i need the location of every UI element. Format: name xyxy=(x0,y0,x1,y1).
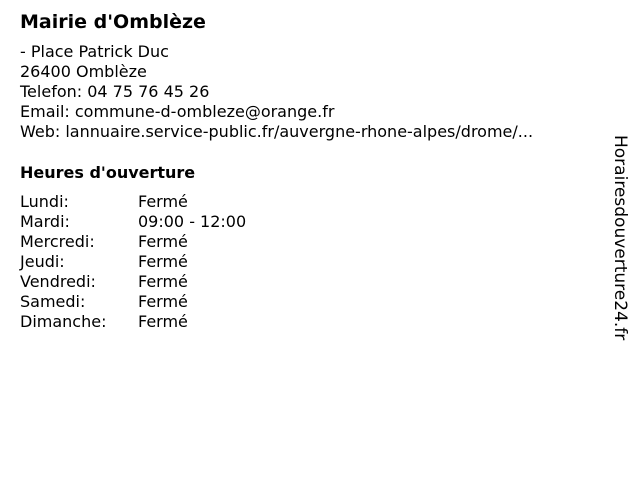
day-label: Jeudi: xyxy=(20,252,65,271)
business-title: Mairie d'Omblèze xyxy=(20,11,206,33)
day-hours: Fermé xyxy=(138,252,188,271)
day-hours: Fermé xyxy=(138,232,188,251)
day-label: Lundi: xyxy=(20,192,69,211)
day-label: Samedi: xyxy=(20,292,86,311)
hours-row-wednesday xyxy=(20,232,600,252)
hours-row-saturday xyxy=(20,292,600,312)
day-hours: Fermé xyxy=(138,312,188,331)
day-hours: Fermé xyxy=(138,192,188,211)
city-line: 26400 Omblèze xyxy=(20,62,147,81)
day-label: Mardi: xyxy=(20,212,70,231)
site-watermark xyxy=(600,135,640,385)
day-label: Dimanche: xyxy=(20,312,107,331)
web-line[interactable]: Web: lannuaire.service-public.fr/auvergne-rhone-alpes/drome/... xyxy=(20,122,534,141)
email-line[interactable]: Email: commune-d-ombleze@orange.fr xyxy=(20,102,335,121)
hours-row-sunday xyxy=(20,312,600,332)
phone-line[interactable]: Telefon: 04 75 76 45 26 xyxy=(20,82,210,101)
hours-row-thursday xyxy=(20,252,600,272)
hours-heading: Heures d'ouverture xyxy=(20,163,196,182)
day-hours: Fermé xyxy=(138,272,188,291)
contact-block xyxy=(20,42,600,142)
day-hours: Fermé xyxy=(138,292,188,311)
hours-row-friday xyxy=(20,272,600,292)
business-card xyxy=(20,10,600,332)
hours-row-tuesday xyxy=(20,212,600,232)
day-label: Mercredi: xyxy=(20,232,95,251)
watermark-text: Horairesdouverture24.fr xyxy=(610,135,630,341)
address-line: - Place Patrick Duc xyxy=(20,42,169,61)
day-label: Vendredi: xyxy=(20,272,96,291)
day-hours: 09:00 - 12:00 xyxy=(138,212,247,231)
hours-row-monday xyxy=(20,192,600,212)
hours-table xyxy=(20,192,600,332)
